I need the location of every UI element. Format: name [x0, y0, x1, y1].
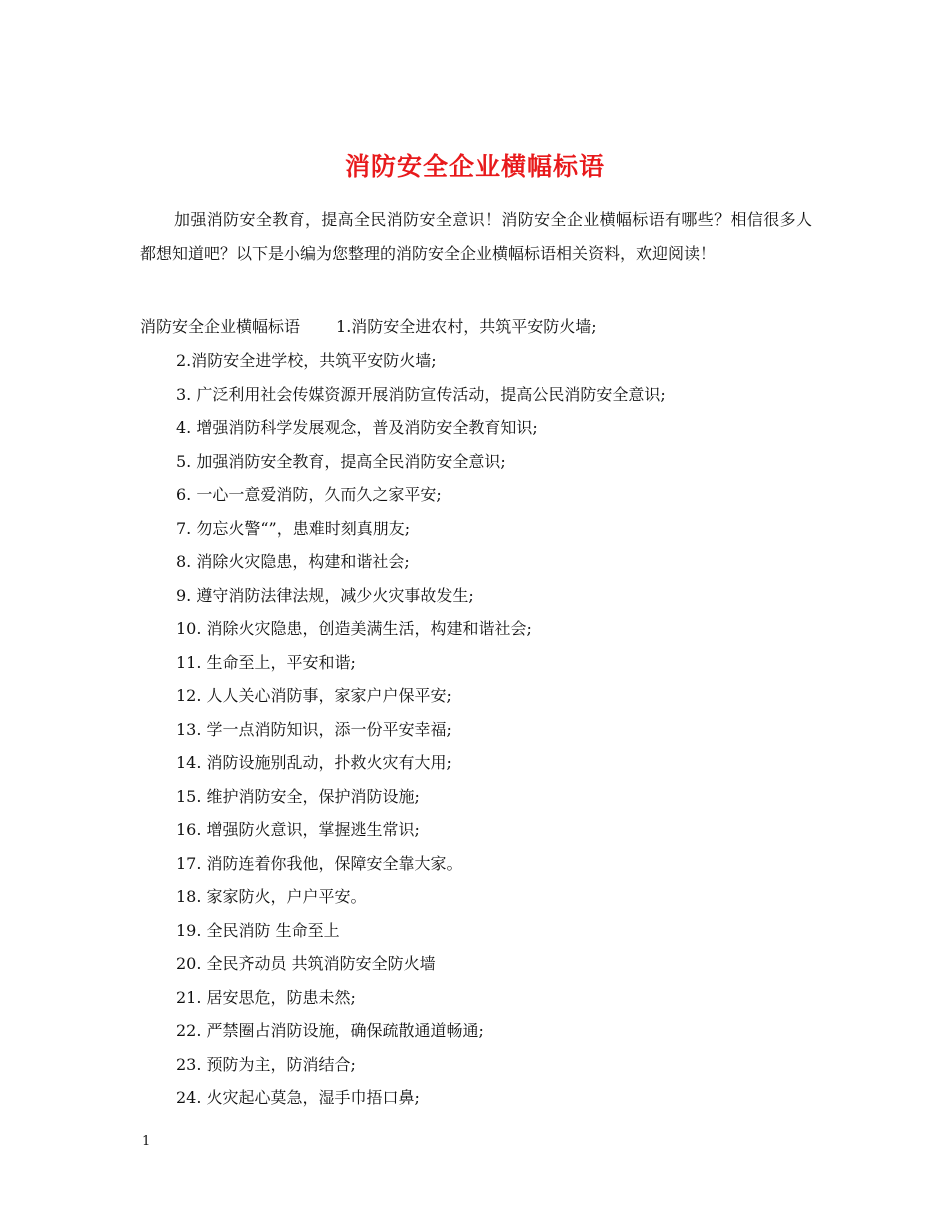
list-item: 10. 消除火灾隐患，创造美满生活，构建和谐社会;	[176, 619, 532, 638]
list-item: 15. 维护消防安全，保护消防设施;	[176, 786, 420, 806]
list-item: 22. 严禁圈占消防设施，确保疏散通道畅通;	[176, 1021, 484, 1040]
list-item: 11. 生命至上，平安和谐;	[176, 652, 356, 672]
list-item: 19. 全民消防 生命至上	[176, 920, 340, 940]
list-item: 7. 勿忘火警“”，患难时刻真朋友;	[176, 518, 411, 538]
list-item: 9. 遵守消防法律法规，减少火灾事故发生;	[176, 585, 474, 605]
page-title: 消防安全企业横幅标语	[344, 151, 605, 181]
list-item: 20. 全民齐动员 共筑消防安全防火墙	[176, 954, 436, 973]
list-item: 16. 增强防火意识，掌握逃生常识;	[176, 820, 420, 839]
list-item: 6. 一心一意爱消防，久而久之家平安;	[176, 485, 442, 504]
slogan-list-heading: 消防安全企业横幅标语	[140, 317, 301, 336]
slogan-list-heading-line	[140, 310, 820, 344]
list-item: 8. 消除火灾隐患，构建和谐社会;	[176, 552, 410, 571]
slogan-list	[176, 344, 836, 1115]
list-item: 3. 广泛利用社会传媒资源开展消防宣传活动，提高公民消防安全意识;	[176, 384, 666, 404]
list-item: 13. 学一点消防知识，添一份平安幸福;	[176, 719, 452, 739]
slogan-item-1: 1.消防安全进农村，共筑平安防火墙;	[336, 317, 597, 336]
list-item: 23. 预防为主，防消结合;	[176, 1054, 356, 1074]
list-item: 17. 消防连着你我他，保障安全靠大家。	[176, 853, 463, 873]
list-item: 24. 火灾起心莫急，湿手巾捂口鼻;	[176, 1088, 420, 1107]
page-number: 1	[142, 1134, 151, 1149]
list-item: 21. 居安思危，防患未然;	[176, 987, 356, 1007]
list-item: 2.消防安全进学校，共筑平安防火墙;	[176, 351, 437, 370]
list-item: 4. 增强消防科学发展观念，普及消防安全教育知识;	[176, 418, 538, 437]
list-item: 5. 加强消防安全教育，提高全民消防安全意识;	[176, 451, 506, 471]
list-item: 12. 人人关心消防事，家家户户保平安;	[176, 686, 452, 705]
list-item: 18. 家家防火，户户平安。	[176, 887, 367, 906]
intro-paragraph: 加强消防安全教育，提高全民消防安全意识！消防安全企业横幅标语有哪些？相信很多人都想知道吧？以下是小编为您整理的消防安全企业横幅标语相关资料，欢迎阅读！	[140, 210, 812, 263]
list-item: 14. 消防设施别乱动，扑救火灾有大用;	[176, 753, 452, 772]
